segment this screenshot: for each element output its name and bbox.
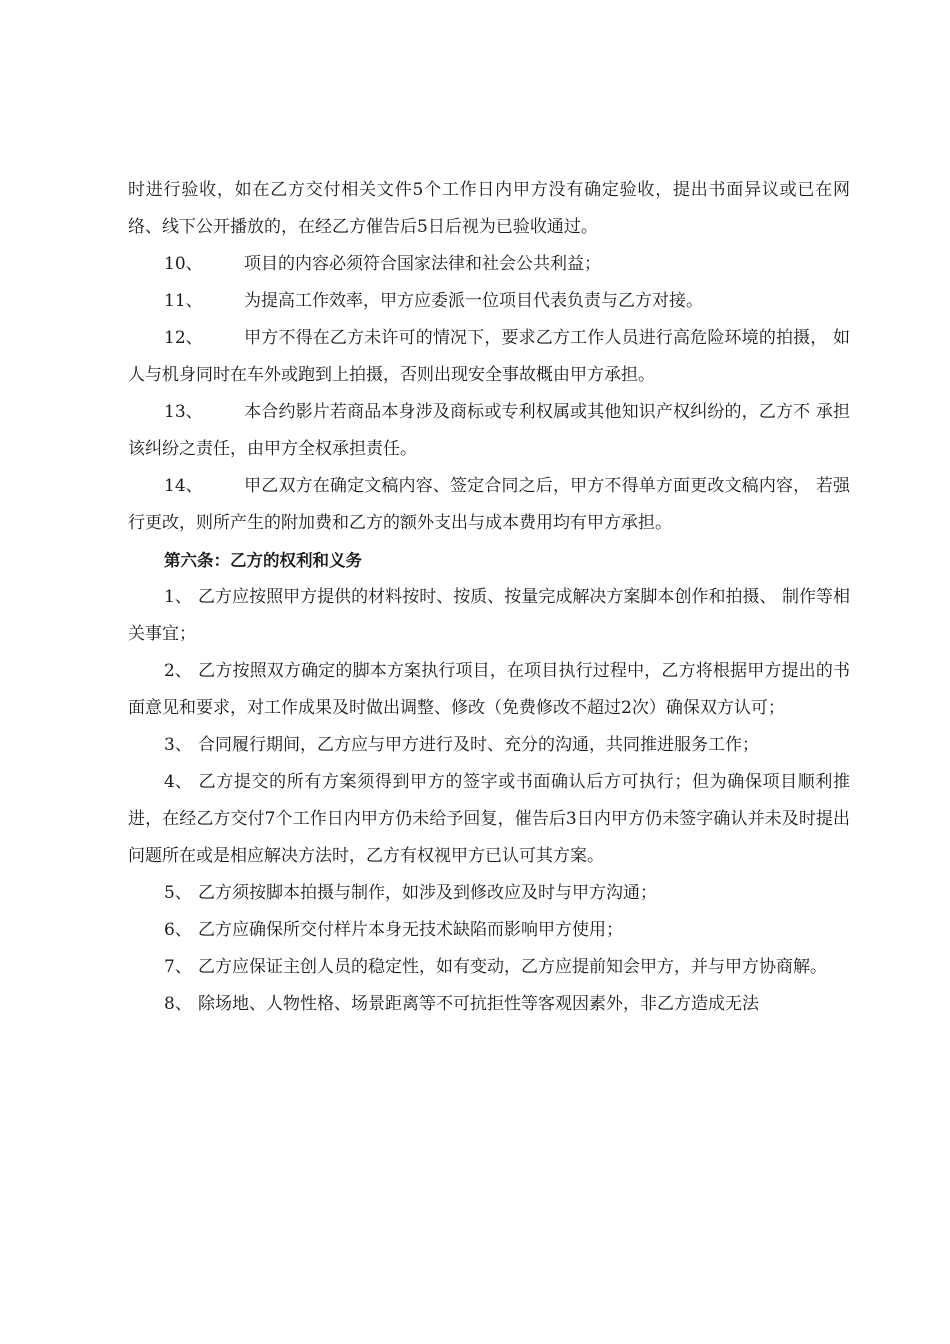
item-number: 2、 xyxy=(164,661,192,681)
item-text: 乙方提交的所有方案须得到甲方的签字或书面确认后方可执行；但为确保项目顺利推进，在经乙方交付7个工作日内甲方仍未给予回复，催告后3日内甲方仍未签字确认并未及时提出问题所在或是相应解决方法时，乙方有权视甲方已认可其方案。 xyxy=(128,772,850,866)
item-number: 1、 xyxy=(164,587,192,607)
paragraph-text: 时进行验收，如在乙方交付相关文件5个工作日内甲方没有确定验收，提出书面异议或已在网络、线下公开播放的，在经乙方催告后5日后视为已验收通过。 xyxy=(128,180,850,237)
item-number: 8、 xyxy=(164,994,192,1014)
duty-item-6 xyxy=(128,912,850,949)
clause-number: 14、 xyxy=(164,476,203,496)
item-text: 乙方须按脚本拍摄与制作，如涉及到修改应及时与甲方沟通； xyxy=(198,883,657,903)
clause-text: 甲乙双方在确定文稿内容、签定合同之后，甲方不得单方面更改文稿内容， 若强行更改，则所产生的附加费和乙方的额外支出与成本费用均有甲方承担。 xyxy=(128,476,850,533)
clause-13 xyxy=(128,394,850,468)
clause-text: 本合约影片若商品本身涉及商标或专利权属或其他知识产权纠纷的，乙方不 承担该纠纷之责任，由甲方全权承担责任。 xyxy=(128,402,850,459)
clause-number: 12、 xyxy=(164,328,203,348)
section-heading-article-6 xyxy=(128,542,850,579)
duty-item-8 xyxy=(128,986,850,1023)
duty-item-4 xyxy=(128,764,850,875)
clause-10 xyxy=(128,246,850,283)
duty-item-3 xyxy=(128,727,850,764)
clause-number: 13、 xyxy=(164,402,203,422)
item-number: 7、 xyxy=(164,957,192,977)
clause-number: 11、 xyxy=(164,291,203,311)
item-number: 4、 xyxy=(164,772,192,792)
item-number: 6、 xyxy=(164,920,192,940)
clause-text: 为提高工作效率，甲方应委派一位项目代表负责与乙方对接。 xyxy=(244,291,703,311)
document-body xyxy=(128,172,850,1023)
paragraph-continuation xyxy=(128,172,850,246)
duty-item-1 xyxy=(128,579,850,653)
item-text: 合同履行期间，乙方应与甲方进行及时、充分的沟通，共同推进服务工作； xyxy=(198,735,759,755)
item-text: 乙方应保证主创人员的稳定性，如有变动，乙方应提前知会甲方，并与甲方协商解。 xyxy=(198,957,827,977)
duty-item-7 xyxy=(128,949,850,986)
item-text: 除场地、人物性格、场景距离等不可抗拒性等客观因素外，非乙方造成无法 xyxy=(198,994,759,1014)
item-number: 5、 xyxy=(164,883,192,903)
clause-number: 10、 xyxy=(164,254,203,274)
duty-item-5 xyxy=(128,875,850,912)
item-text: 乙方应确保所交付样片本身无技术缺陷而影响甲方使用； xyxy=(198,920,623,940)
item-number: 3、 xyxy=(164,735,192,755)
item-text: 乙方按照双方确定的脚本方案执行项目，在项目执行过程中，乙方将根据甲方提出的书面意见和要求，对工作成果及时做出调整、修改（免费修改不超过2次）确保双方认可； xyxy=(128,661,850,718)
section-heading-text: 第六条：乙方的权利和义务 xyxy=(164,551,362,570)
clause-text: 甲方不得在乙方未许可的情况下，要求乙方工作人员进行高危险环境的拍摄， 如人与机身同时在车外或跑到上拍摄，否则出现安全事故概由甲方承担。 xyxy=(128,328,850,385)
clause-11 xyxy=(128,283,850,320)
duty-item-2 xyxy=(128,653,850,727)
clause-14 xyxy=(128,468,850,542)
clause-text: 项目的内容必须符合国家法律和社会公共利益； xyxy=(244,254,601,274)
clause-12 xyxy=(128,320,850,394)
item-text: 乙方应按照甲方提供的材料按时、按质、按量完成解决方案脚本创作和拍摄、 制作等相关事宜； xyxy=(128,587,850,644)
